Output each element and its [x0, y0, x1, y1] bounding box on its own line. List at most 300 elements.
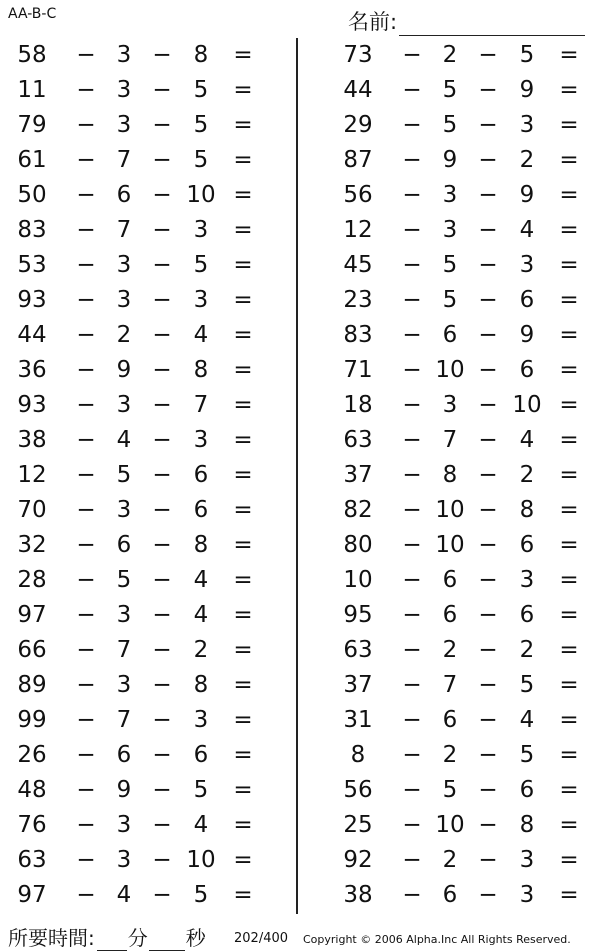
minuend: 79 — [17, 112, 47, 138]
minus-sign: − — [402, 567, 422, 593]
minus-sign: − — [478, 742, 498, 768]
subtrahend-1: 2 — [116, 322, 132, 348]
subtrahend-1: 7 — [116, 147, 132, 173]
minus-sign: − — [402, 742, 422, 768]
minus-sign: − — [478, 847, 498, 873]
problem-row — [334, 703, 594, 738]
minutes-unit: 分 — [127, 926, 148, 950]
minus-sign: − — [402, 357, 422, 383]
equals-sign: = — [559, 602, 579, 628]
equals-sign: = — [559, 392, 579, 418]
minuend: 12 — [17, 462, 47, 488]
equals-sign: = — [559, 357, 579, 383]
equals-sign: = — [559, 777, 579, 803]
subtrahend-2: 6 — [519, 532, 535, 558]
subtrahend-2: 5 — [193, 77, 209, 103]
problem-row — [8, 773, 268, 808]
subtrahend-1: 3 — [116, 112, 132, 138]
minus-sign: − — [152, 532, 172, 558]
subtrahend-1: 5 — [442, 112, 458, 138]
subtrahend-1: 9 — [442, 147, 458, 173]
minus-sign: − — [402, 532, 422, 558]
equals-sign: = — [233, 42, 253, 68]
minus-sign: − — [402, 217, 422, 243]
minus-sign: − — [478, 77, 498, 103]
subtrahend-1: 7 — [442, 427, 458, 453]
equals-sign: = — [559, 217, 579, 243]
minuend: 23 — [343, 287, 373, 313]
minus-sign: − — [152, 567, 172, 593]
problem-row — [334, 318, 594, 353]
subtrahend-1: 5 — [116, 567, 132, 593]
minuend: 10 — [343, 567, 373, 593]
subtrahend-1: 2 — [442, 42, 458, 68]
equals-sign: = — [559, 812, 579, 838]
problem-row — [334, 808, 594, 843]
subtrahend-2: 3 — [193, 427, 209, 453]
subtrahend-2: 3 — [519, 252, 535, 278]
subtrahend-2: 4 — [519, 217, 535, 243]
minus-sign: − — [76, 637, 96, 663]
subtrahend-1: 3 — [442, 217, 458, 243]
equals-sign: = — [233, 427, 253, 453]
minus-sign: − — [76, 707, 96, 733]
minus-sign: − — [76, 567, 96, 593]
equals-sign: = — [233, 882, 253, 908]
subtrahend-2: 5 — [193, 882, 209, 908]
equals-sign: = — [559, 147, 579, 173]
minuend: 56 — [343, 777, 373, 803]
subtrahend-2: 2 — [193, 637, 209, 663]
subtrahend-1: 6 — [442, 882, 458, 908]
minus-sign: − — [402, 112, 422, 138]
subtrahend-1: 5 — [442, 777, 458, 803]
minuend: 97 — [17, 882, 47, 908]
minuend: 82 — [343, 497, 373, 523]
problem-row — [8, 633, 268, 668]
subtrahend-2: 4 — [193, 602, 209, 628]
minuend: 92 — [343, 847, 373, 873]
subtrahend-1: 3 — [116, 392, 132, 418]
minus-sign: − — [152, 497, 172, 523]
problem-row — [334, 283, 594, 318]
minus-sign: − — [402, 812, 422, 838]
minus-sign: − — [152, 742, 172, 768]
minus-sign: − — [402, 392, 422, 418]
subtrahend-1: 4 — [116, 882, 132, 908]
minuend: 76 — [17, 812, 47, 838]
minus-sign: − — [478, 882, 498, 908]
equals-sign: = — [233, 567, 253, 593]
subtrahend-2: 5 — [193, 112, 209, 138]
minus-sign: − — [478, 322, 498, 348]
minuend: 87 — [343, 147, 373, 173]
minus-sign: − — [152, 672, 172, 698]
subtrahend-1: 5 — [442, 287, 458, 313]
minus-sign: − — [152, 637, 172, 663]
subtrahend-2: 4 — [519, 707, 535, 733]
minuend: 38 — [17, 427, 47, 453]
seconds-blank[interactable] — [149, 928, 185, 951]
minuend: 61 — [17, 147, 47, 173]
equals-sign: = — [559, 322, 579, 348]
minus-sign: − — [402, 147, 422, 173]
minus-sign: − — [76, 217, 96, 243]
subtrahend-2: 4 — [519, 427, 535, 453]
minus-sign: − — [478, 217, 498, 243]
subtrahend-1: 6 — [116, 532, 132, 558]
minus-sign: − — [152, 217, 172, 243]
problem-row — [8, 703, 268, 738]
subtrahend-2: 8 — [193, 532, 209, 558]
minus-sign: − — [478, 707, 498, 733]
subtrahend-2: 3 — [519, 567, 535, 593]
equals-sign: = — [559, 112, 579, 138]
minus-sign: − — [478, 357, 498, 383]
minus-sign: − — [478, 672, 498, 698]
minus-sign: − — [76, 532, 96, 558]
minus-sign: − — [478, 462, 498, 488]
minus-sign: − — [152, 882, 172, 908]
equals-sign: = — [559, 742, 579, 768]
subtrahend-1: 5 — [116, 462, 132, 488]
minus-sign: − — [478, 637, 498, 663]
subtrahend-2: 4 — [193, 812, 209, 838]
minus-sign: − — [152, 112, 172, 138]
subtrahend-2: 5 — [519, 42, 535, 68]
minuend: 71 — [343, 357, 373, 383]
problem-row — [334, 213, 594, 248]
minutes-blank[interactable] — [97, 928, 127, 951]
minuend: 53 — [17, 252, 47, 278]
minus-sign: − — [478, 602, 498, 628]
minus-sign: − — [478, 287, 498, 313]
subtrahend-1: 7 — [116, 217, 132, 243]
problem-row — [334, 178, 594, 213]
minuend: 48 — [17, 777, 47, 803]
equals-sign: = — [559, 77, 579, 103]
equals-sign: = — [233, 112, 253, 138]
problem-row — [334, 773, 594, 808]
subtrahend-1: 10 — [435, 812, 465, 838]
minus-sign: − — [76, 42, 96, 68]
minus-sign: − — [478, 427, 498, 453]
minuend: 93 — [17, 392, 47, 418]
subtrahend-1: 3 — [116, 812, 132, 838]
subtrahend-1: 6 — [442, 707, 458, 733]
minuend: 63 — [343, 637, 373, 663]
equals-sign: = — [559, 532, 579, 558]
minuend: 80 — [343, 532, 373, 558]
problem-row — [8, 73, 268, 108]
equals-sign: = — [233, 812, 253, 838]
problem-row — [334, 738, 594, 773]
subtrahend-2: 2 — [519, 147, 535, 173]
subtrahend-1: 4 — [116, 427, 132, 453]
subtrahend-2: 6 — [519, 287, 535, 313]
subtrahend-1: 6 — [116, 182, 132, 208]
minus-sign: − — [402, 462, 422, 488]
minus-sign: − — [152, 777, 172, 803]
problem-row — [8, 458, 268, 493]
subtrahend-1: 10 — [435, 357, 465, 383]
minus-sign: − — [402, 847, 422, 873]
subtrahend-1: 5 — [442, 252, 458, 278]
subtrahend-2: 2 — [519, 637, 535, 663]
problem-row — [334, 563, 594, 598]
minus-sign: − — [402, 707, 422, 733]
minus-sign: − — [152, 77, 172, 103]
subtrahend-1: 6 — [442, 322, 458, 348]
minuend: 32 — [17, 532, 47, 558]
minuend: 18 — [343, 392, 373, 418]
minuend: 63 — [343, 427, 373, 453]
equals-sign: = — [233, 322, 253, 348]
minus-sign: − — [76, 847, 96, 873]
equals-sign: = — [233, 357, 253, 383]
minuend: 95 — [343, 602, 373, 628]
minus-sign: − — [76, 497, 96, 523]
subtrahend-1: 9 — [116, 777, 132, 803]
equals-sign: = — [233, 217, 253, 243]
equals-sign: = — [559, 567, 579, 593]
problem-row — [8, 283, 268, 318]
minus-sign: − — [152, 462, 172, 488]
equals-sign: = — [559, 847, 579, 873]
equals-sign: = — [559, 42, 579, 68]
subtrahend-1: 3 — [116, 497, 132, 523]
equals-sign: = — [559, 182, 579, 208]
subtrahend-2: 8 — [193, 672, 209, 698]
problem-row — [8, 598, 268, 633]
problem-row — [8, 878, 268, 913]
minuend: 66 — [17, 637, 47, 663]
subtrahend-1: 5 — [442, 77, 458, 103]
equals-sign: = — [559, 672, 579, 698]
subtrahend-2: 6 — [193, 742, 209, 768]
minus-sign: − — [152, 357, 172, 383]
subtrahend-1: 3 — [116, 42, 132, 68]
minus-sign: − — [478, 812, 498, 838]
minus-sign: − — [402, 322, 422, 348]
minuend: 99 — [17, 707, 47, 733]
subtrahend-1: 2 — [442, 637, 458, 663]
name-field — [348, 6, 585, 36]
minus-sign: − — [152, 322, 172, 348]
problem-row — [334, 668, 594, 703]
name-input-line[interactable] — [399, 15, 585, 36]
minus-sign: − — [402, 182, 422, 208]
problem-row — [8, 353, 268, 388]
problem-row — [8, 178, 268, 213]
minuend: 56 — [343, 182, 373, 208]
problem-row — [8, 318, 268, 353]
problem-row — [334, 493, 594, 528]
minuend: 93 — [17, 287, 47, 313]
minus-sign: − — [478, 42, 498, 68]
problem-row — [334, 878, 594, 913]
minus-sign: − — [152, 707, 172, 733]
minus-sign: − — [402, 42, 422, 68]
problem-row — [8, 38, 268, 73]
equals-sign: = — [233, 532, 253, 558]
subtrahend-1: 7 — [116, 637, 132, 663]
subtrahend-2: 6 — [193, 497, 209, 523]
subtrahend-2: 5 — [193, 252, 209, 278]
minus-sign: − — [76, 357, 96, 383]
equals-sign: = — [233, 392, 253, 418]
equals-sign: = — [233, 147, 253, 173]
minus-sign: − — [402, 427, 422, 453]
problem-row — [8, 423, 268, 458]
minus-sign: − — [478, 252, 498, 278]
subtrahend-1: 3 — [442, 392, 458, 418]
subtrahend-1: 6 — [442, 567, 458, 593]
minus-sign: − — [478, 777, 498, 803]
subtrahend-2: 8 — [193, 42, 209, 68]
minus-sign: − — [76, 672, 96, 698]
subtrahend-2: 8 — [519, 497, 535, 523]
minus-sign: − — [478, 532, 498, 558]
equals-sign: = — [559, 427, 579, 453]
minuend: 63 — [17, 847, 47, 873]
equals-sign: = — [559, 497, 579, 523]
subtrahend-2: 3 — [193, 217, 209, 243]
equals-sign: = — [233, 497, 253, 523]
subtrahend-1: 6 — [442, 602, 458, 628]
minus-sign: − — [152, 392, 172, 418]
minuend: 50 — [17, 182, 47, 208]
problem-row — [334, 458, 594, 493]
minus-sign: − — [76, 777, 96, 803]
minus-sign: − — [76, 812, 96, 838]
subtrahend-2: 3 — [193, 287, 209, 313]
minuend: 26 — [17, 742, 47, 768]
minuend: 58 — [17, 42, 47, 68]
equals-sign: = — [233, 77, 253, 103]
minuend: 37 — [343, 462, 373, 488]
minuend: 45 — [343, 252, 373, 278]
minuend: 37 — [343, 672, 373, 698]
equals-sign: = — [233, 182, 253, 208]
equals-sign: = — [559, 637, 579, 663]
minus-sign: − — [402, 497, 422, 523]
subtrahend-2: 7 — [193, 392, 209, 418]
minus-sign: − — [402, 252, 422, 278]
subtrahend-2: 3 — [193, 707, 209, 733]
equals-sign: = — [233, 287, 253, 313]
minuend: 11 — [17, 77, 47, 103]
equals-sign: = — [233, 252, 253, 278]
minuend: 83 — [17, 217, 47, 243]
equals-sign: = — [559, 882, 579, 908]
problem-row — [334, 423, 594, 458]
minus-sign: − — [152, 602, 172, 628]
worksheet-code: AA-B-C — [8, 6, 57, 22]
minus-sign: − — [76, 287, 96, 313]
equals-sign: = — [233, 602, 253, 628]
minus-sign: − — [76, 462, 96, 488]
problem-row — [8, 108, 268, 143]
subtrahend-2: 10 — [186, 847, 216, 873]
problem-row — [8, 388, 268, 423]
minus-sign: − — [478, 112, 498, 138]
minus-sign: − — [152, 847, 172, 873]
problem-row — [8, 668, 268, 703]
subtrahend-2: 5 — [519, 672, 535, 698]
minus-sign: − — [152, 812, 172, 838]
minus-sign: − — [76, 427, 96, 453]
column-divider — [296, 38, 298, 914]
problem-row — [334, 388, 594, 423]
problem-row — [334, 248, 594, 283]
minus-sign: − — [76, 147, 96, 173]
subtrahend-2: 6 — [519, 357, 535, 383]
problem-row — [334, 633, 594, 668]
equals-sign: = — [559, 707, 579, 733]
subtrahend-1: 7 — [116, 707, 132, 733]
minuend: 12 — [343, 217, 373, 243]
minuend: 89 — [17, 672, 47, 698]
problem-row — [8, 248, 268, 283]
minuend: 36 — [17, 357, 47, 383]
minuend: 25 — [343, 812, 373, 838]
subtrahend-1: 3 — [116, 847, 132, 873]
minuend: 28 — [17, 567, 47, 593]
equals-sign: = — [559, 252, 579, 278]
subtrahend-1: 9 — [116, 357, 132, 383]
minus-sign: − — [76, 77, 96, 103]
subtrahend-1: 10 — [435, 497, 465, 523]
subtrahend-2: 6 — [519, 777, 535, 803]
problem-row — [334, 598, 594, 633]
seconds-unit: 秒 — [185, 926, 206, 950]
subtrahend-2: 5 — [519, 742, 535, 768]
minuend: 38 — [343, 882, 373, 908]
minuend: 31 — [343, 707, 373, 733]
minus-sign: − — [402, 77, 422, 103]
problem-row — [8, 808, 268, 843]
minus-sign: − — [478, 182, 498, 208]
equals-sign: = — [233, 672, 253, 698]
subtrahend-1: 10 — [435, 532, 465, 558]
equals-sign: = — [233, 847, 253, 873]
time-taken-field — [8, 922, 207, 951]
problem-row — [8, 843, 268, 878]
problem-row — [8, 528, 268, 563]
subtrahend-2: 9 — [519, 322, 535, 348]
subtrahend-1: 3 — [116, 252, 132, 278]
subtrahend-1: 3 — [116, 287, 132, 313]
subtrahend-2: 10 — [512, 392, 542, 418]
problem-row — [334, 38, 594, 73]
subtrahend-2: 8 — [193, 357, 209, 383]
problem-row — [334, 528, 594, 563]
subtrahend-1: 3 — [116, 672, 132, 698]
problem-row — [8, 563, 268, 598]
problem-row — [8, 143, 268, 178]
minuend: 44 — [17, 322, 47, 348]
minuend: 97 — [17, 602, 47, 628]
subtrahend-2: 3 — [519, 847, 535, 873]
subtrahend-2: 6 — [193, 462, 209, 488]
equals-sign: = — [559, 462, 579, 488]
page-number: 202/400 — [234, 931, 289, 946]
problem-row — [334, 73, 594, 108]
minus-sign: − — [76, 112, 96, 138]
minus-sign: − — [152, 182, 172, 208]
subtrahend-1: 3 — [116, 77, 132, 103]
